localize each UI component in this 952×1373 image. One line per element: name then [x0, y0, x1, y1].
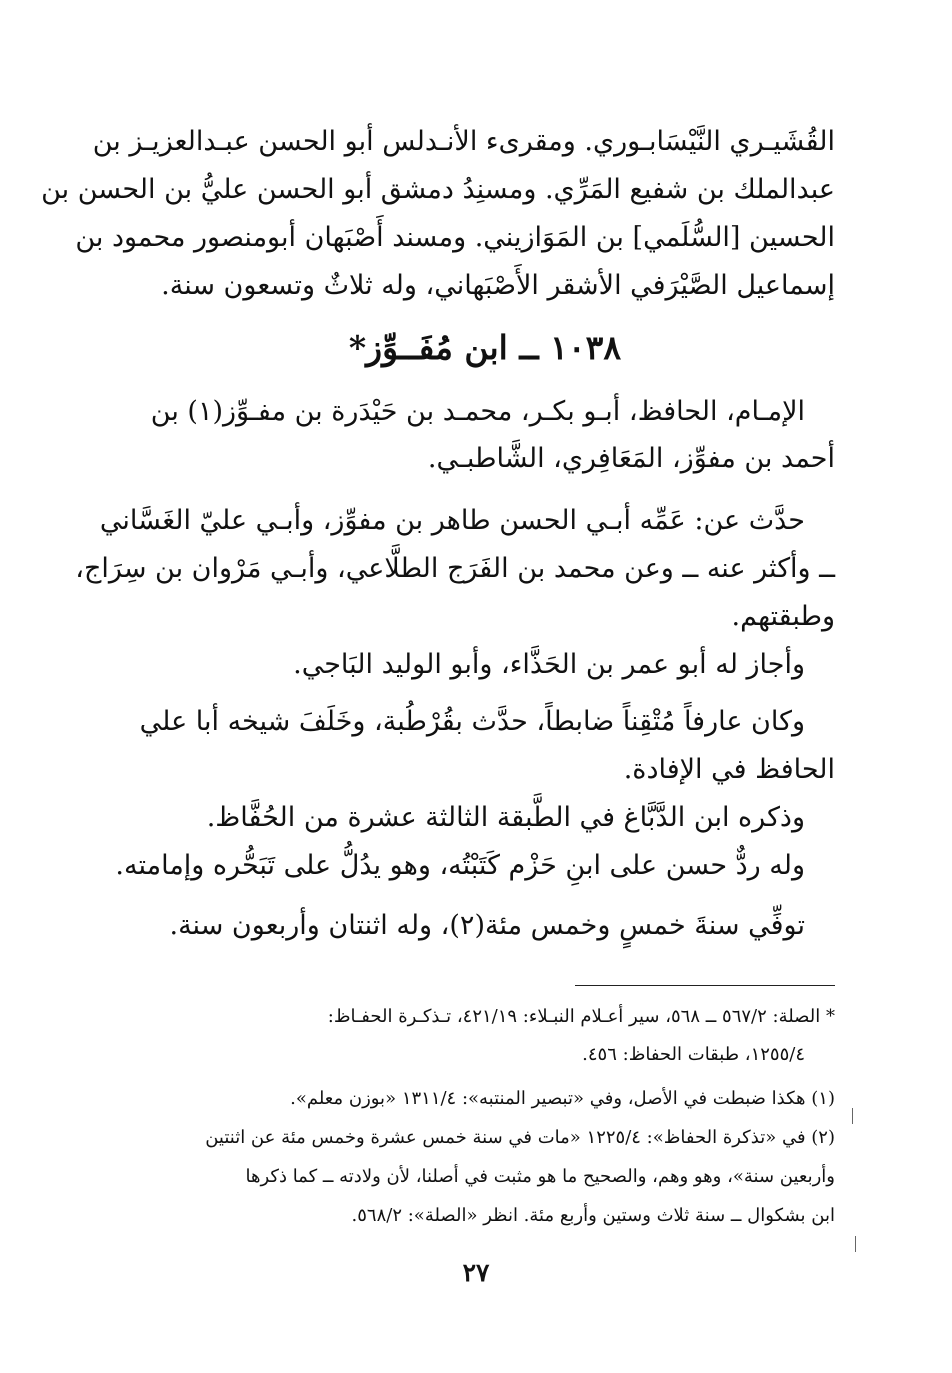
- intro-paragraph: [41, 118, 835, 310]
- entry-body: [75, 388, 835, 950]
- text-line: وله ردٌّ حسن على ابنِ حَزْم كَتَبْتُه، وهو يدُلُّ على تَبَحُّره وإمامته.: [115, 850, 805, 881]
- footnote-sources: * الصلة: ٥٦٧/٢ ــ ٥٦٨، سير أعـلام النبـلاء: ٤٢١/١٩، تـذكـرة الحفـاظ:: [327, 1006, 835, 1027]
- footnote-separator: [575, 985, 835, 986]
- footnote-2-cont: ابن بشكوال ــ سنة ثلاث وستين وأربع مئة. انظر «الصلة»: ٥٦٨/٢.: [351, 1205, 835, 1226]
- text-line: الحافظ في الإفادة.: [623, 754, 835, 785]
- entry-heading: ١٠٣٨ ــ ابن مُفَــوِّز*: [348, 328, 622, 367]
- footnote-2: (٢) في «تذكرة الحفاظ»: ١٢٢٥/٤ «مات في سنة خمس عشرة وخمس مئة عن اثنتين: [205, 1127, 835, 1148]
- footnote-1: (١) هكذا ضبطت في الأصل، وفي «تبصير المنتبه»: ١٣١١/٤ «بوزن معلم».: [290, 1088, 835, 1109]
- text-line: الحسين [السُّلَمي] بن المَوَازيني. ومسند أَصْبَهان أبومنصور محمود بن: [75, 222, 835, 253]
- footnote-2-cont: وأربعين سنة»، وهو وهم، والصحيح ما هو مثبت في أصلنا، لأن ولادته ــ كما ذكرها: [245, 1166, 835, 1187]
- text-line: وطبقتهم.: [731, 601, 835, 632]
- text-line: إسماعيل الصَّيْرَفي الأشقر الأَصْبَهاني، وله ثلاثٌ وتسعون سنة.: [161, 270, 835, 301]
- text-line: وأجاز له أبو عمر بن الحَذَّاء، وأبو الوليد البَاجي.: [293, 649, 805, 680]
- scan-mark: [855, 1236, 856, 1252]
- text-line: حدَّث عن: عَمِّه أبـي الحسن طاهر بن مفوِّز، وأبـي عليّ الغَسَّاني: [99, 505, 805, 536]
- page-number: ٢٧: [462, 1258, 490, 1287]
- text-line: أحمد بن مفوِّز، المَعَافِري، الشَّاطبـي.: [427, 443, 835, 474]
- text-line: الإمـام، الحافظ، أبـو بكـر، محمـد بن حَيْدَرة بن مفـوِّز(١) بن: [150, 396, 805, 427]
- text-line: القُشَيـري النَّيْسَابـوري. ومقرىء الأنـدلس أبو الحسن عبـدالعزيـز بن: [92, 126, 835, 157]
- text-line: وذكره ابن الدَّبَّاغ في الطَّبقة الثالثة عشرة من الحُفَّاظ.: [206, 802, 805, 833]
- text-line: وكان عارفاً مُتْقِناً ضابطاً، حدَّث بقُرْطُبة، وخَلَفَ شيخه أبا علي: [139, 706, 805, 737]
- footnote-sources-cont: ١٢٥٥/٤، طبقات الحفاظ: ٤٥٦.: [582, 1044, 805, 1065]
- text-line: توفِّي سنةَ خمسٍ وخمس مئة(٢)، وله اثنتان وأربعون سنة.: [169, 910, 805, 941]
- scan-mark: [852, 1108, 853, 1124]
- text-line: عبدالملك بن شفيع المَرِّي. ومسنِدُ دمشق أبو الحسن عليُّ بن الحسن بن: [41, 174, 835, 205]
- text-line: ــ وأكثر عنه ــ وعن محمد بن الفَرَج الطلَّاعي، وأبـي مَرْوان بن سِرَاج،: [75, 553, 835, 584]
